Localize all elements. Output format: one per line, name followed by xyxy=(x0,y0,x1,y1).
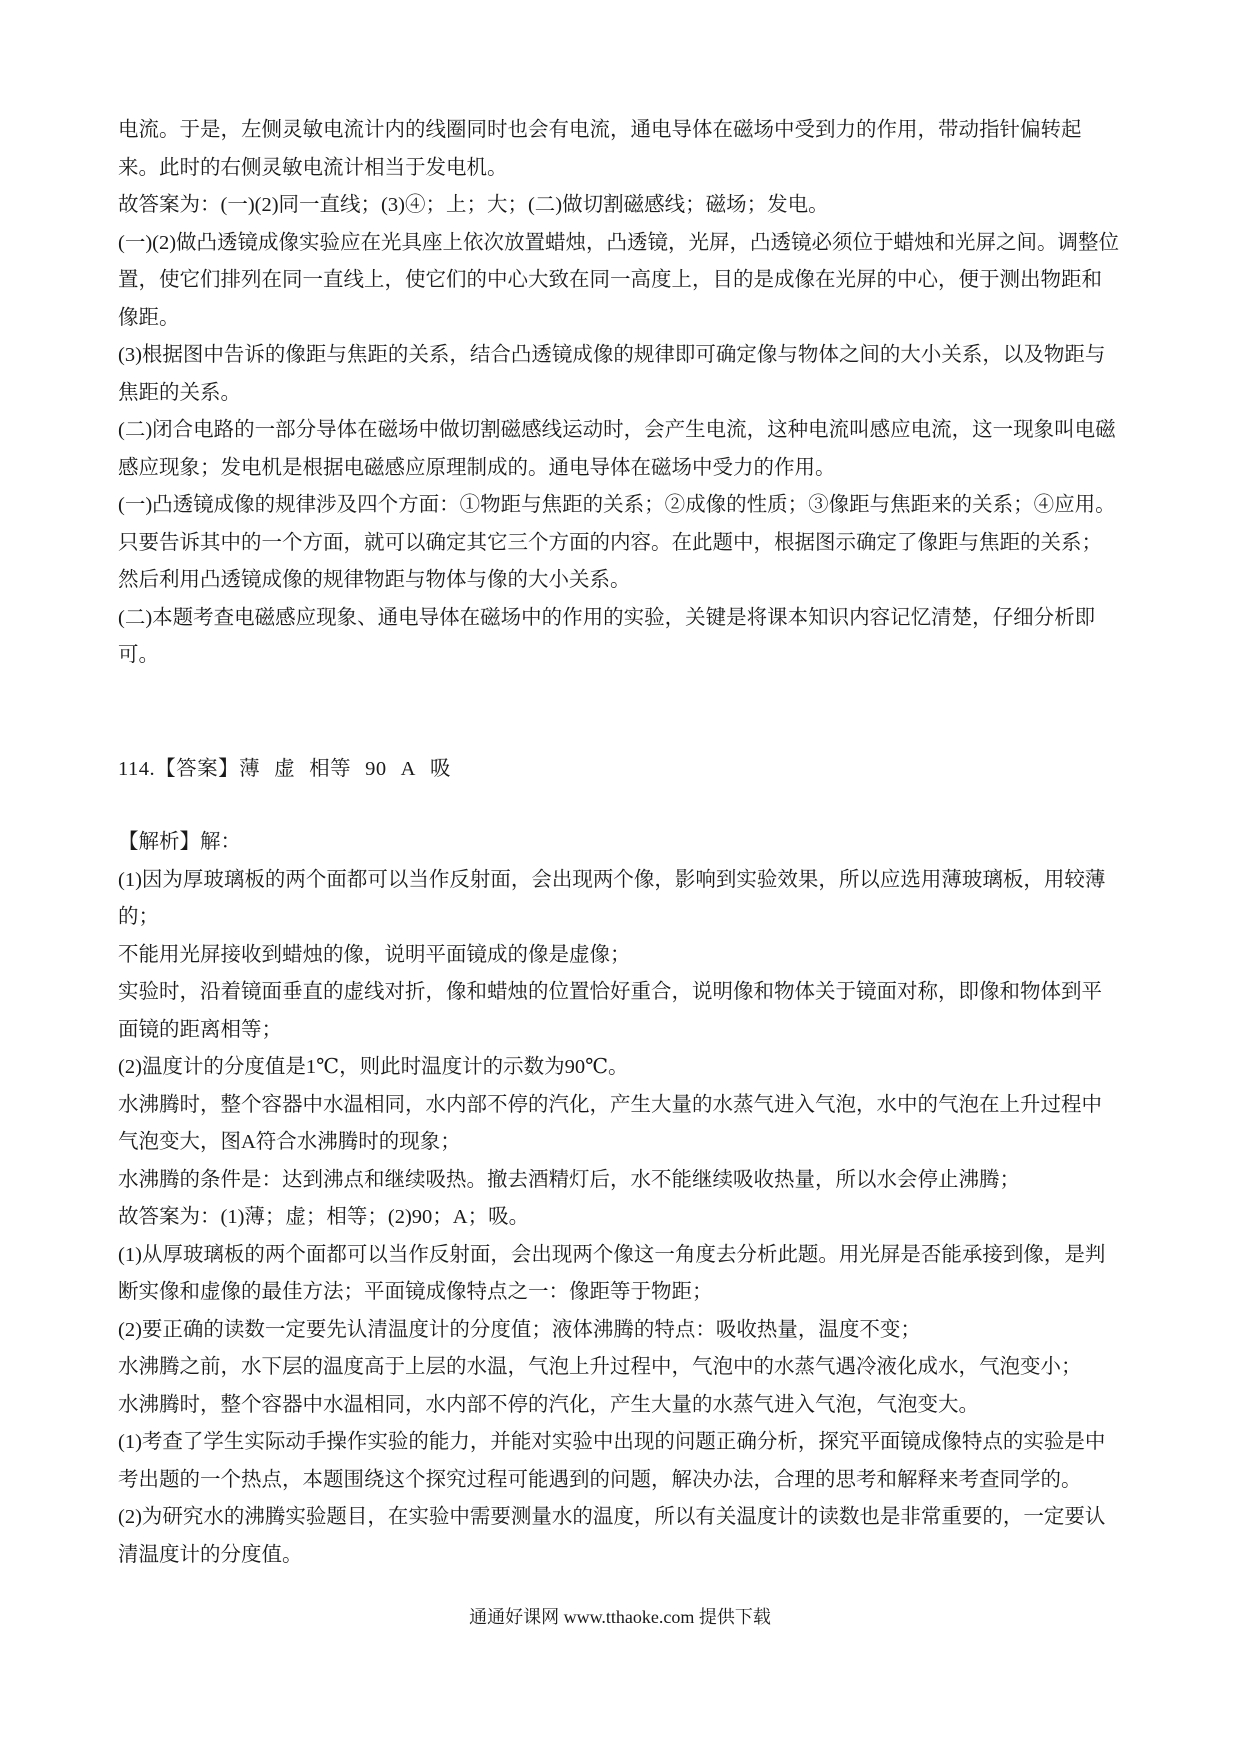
section-spacer xyxy=(118,788,1122,824)
paragraph: (一)凸透镜成像的规律涉及四个方面：①物距与焦距的关系；②成像的性质；③像距与焦距来的关系；④应用。只要告诉其中的一个方面，就可以确定其它三个方面的内容。在此题中，根据图示确定了像距与焦距的关系；然后利用凸透镜成像的规律物距与物体与像的大小关系。 xyxy=(118,494,1116,591)
paragraph: 不能用光屏接收到蜡烛的像，说明平面镜成的像是虚像； xyxy=(118,943,631,966)
paragraph: (1)因为厚玻璃板的两个面都可以当作反射面，会出现两个像，影响到实验效果，所以应选用薄玻璃板，用较薄的； xyxy=(118,868,1106,928)
page-content xyxy=(118,112,1122,1574)
analysis-tag: 【解析】解： xyxy=(118,831,241,853)
paragraph: (3)根据图中告诉的像距与焦距的关系，结合凸透镜成像的规律即可确定像与物体之间的大小关系，以及物距与焦距的关系。 xyxy=(118,344,1106,404)
answer-item: 薄 xyxy=(239,757,261,780)
answer-item: 吸 xyxy=(429,757,451,780)
paragraph: (1)考查了学生实际动手操作实验的能力，并能对实验中出现的问题正确分析，探究平面镜成像特点的实验是中考出题的一个热点，本题围绕这个探究过程可能遇到的问题，解决办法，合理的思考和解释来考查同学的。 xyxy=(118,1431,1106,1491)
paragraph: (二)本题考查电磁感应现象、通电导体在磁场中的作用的实验，关键是将课本知识内容记忆清楚，仔细分析即可。 xyxy=(118,606,1096,666)
paragraph: 水沸腾时，整个容器中水温相同，水内部不停的汽化，产生大量的水蒸气进入气泡，气泡变大。 xyxy=(118,1393,979,1416)
answer-tag: 【答案】 xyxy=(155,757,240,780)
paragraph: 电流。于是，左侧灵敏电流计内的线圈同时也会有电流，通电导体在磁场中受到力的作用，带动指针偏转起来。此时的右侧灵敏电流计相当于发电机。 xyxy=(118,119,1082,179)
answer-item: 虚 xyxy=(274,757,296,780)
answer-item: 相等 xyxy=(309,757,352,780)
paragraph: (2)要正确的读数一定要先认清温度计的分度值；液体沸腾的特点：吸收热量，温度不变； xyxy=(118,1318,921,1341)
question-number: 114. xyxy=(118,757,156,780)
answer-item: 90 xyxy=(365,757,387,780)
paragraph: (1)从厚玻璃板的两个面都可以当作反射面，会出现两个像这一角度去分析此题。用光屏是否能承接到像，是判断实像和虚像的最佳方法；平面镜成像特点之一：像距等于物距； xyxy=(118,1243,1106,1303)
paragraph: 水沸腾的条件是：达到沸点和继续吸热。撤去酒精灯后，水不能继续吸收热量，所以水会停止沸腾； xyxy=(118,1168,1020,1191)
paragraph: (一)(2)做凸透镜成像实验应在光具座上依次放置蜡烛，凸透镜，光屏，凸透镜必须位于蜡烛和光屏之间。调整位置，使它们排列在同一直线上，使它们的中心大致在同一高度上，目的是成像在光屏的中心，便于测出物距和像距。 xyxy=(118,231,1120,329)
answer-item: A xyxy=(400,757,416,780)
page-footer: 通通好课网 www.tthaoke.com 提供下载 xyxy=(469,1607,771,1627)
paragraph: 水沸腾之前，水下层的温度高于上层的水温，气泡上升过程中，气泡中的水蒸气遇冷液化成水，气泡变小； xyxy=(118,1356,1082,1378)
paragraph: (二)闭合电路的一部分导体在磁场中做切割磁感线运动时，会产生电流，这种电流叫感应电流，这一现象叫电磁感应现象；发电机是根据电磁感应原理制成的。通电导体在磁场中受力的作用。 xyxy=(118,419,1116,479)
section-spacer xyxy=(118,675,1122,751)
paragraph: (2)温度计的分度值是1℃，则此时温度计的示数为90℃。 xyxy=(118,1056,629,1078)
paragraph: 故答案为：(1)薄；虚；相等；(2)90；A；吸。 xyxy=(118,1206,530,1228)
paragraph: (2)为研究水的沸腾实验题目，在实验中需要测量水的温度，所以有关温度计的读数也是非常重要的，一定要认清温度计的分度值。 xyxy=(118,1506,1106,1566)
answer-line xyxy=(118,751,1122,789)
paragraph: 水沸腾时，整个容器中水温相同，水内部不停的汽化，产生大量的水蒸气进入气泡，水中的气泡在上升过程中气泡变大，图A符合水沸腾时的现象； xyxy=(118,1093,1102,1153)
paragraph: 实验时，沿着镜面垂直的虚线对折，像和蜡烛的位置恰好重合，说明像和物体关于镜面对称，即像和物体到平面镜的距离相等； xyxy=(118,981,1102,1041)
paragraph: 故答案为：(一)(2)同一直线；(3)④；上；大；(二)做切割磁感线；磁场；发电。 xyxy=(118,194,829,216)
